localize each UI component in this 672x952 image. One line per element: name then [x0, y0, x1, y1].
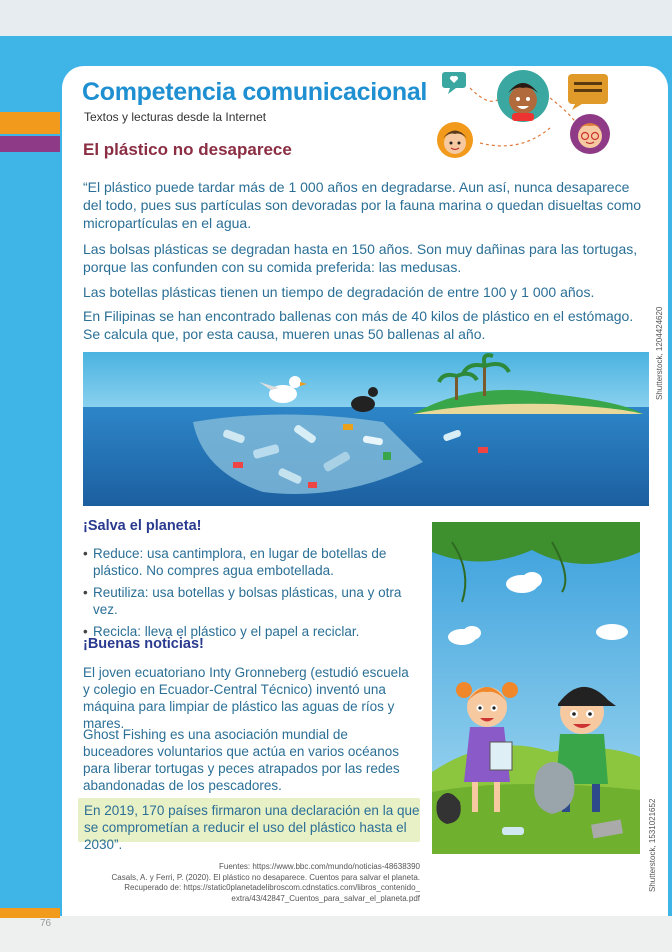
cloud-icon-3 [596, 624, 628, 640]
orange-bottom-tab [0, 908, 60, 918]
article-heading: El plástico no desaparece [83, 140, 292, 159]
page-number: 76 [40, 918, 52, 929]
avatars-illustration [430, 68, 660, 158]
message-bubble-icon [568, 74, 608, 110]
save-planet-list [83, 545, 413, 645]
highlight-text: En 2019, 170 países firmaron una declaración en la que se comprometían a reducir el uso del plástico hasta el 2030”. [84, 803, 420, 852]
source-line-2: Casals, A. y Ferri, P. (2020). El plástico no desaparece. Cuentos para salvar el planeta. [111, 872, 420, 882]
list-item-reuse: • Reutiliza: usa botellas y bolsas plásticas, una y otra vez. [83, 584, 413, 618]
good-news-paragraph-1: El joven ecuatoriano Inty Gronneberg (estudió escuela y colegio en Ecuador-Central Técnico) inventó una máquina para limpiar de plástico las aguas de ríos y mares. [83, 665, 409, 731]
article-paragraph-2: Las bolsas plásticas se degradan hasta en 150 años. Son muy dañinas para las tortugas, porque las confunden con su comida preferida: las medusas. [83, 241, 638, 275]
bottom-strip [0, 916, 672, 952]
boy-avatar-icon [497, 70, 549, 122]
page-title: Competencia comunicacional [82, 78, 428, 106]
save-planet-heading: ¡Salva el planeta! [83, 518, 202, 534]
list-item-reduce: • Reduce: usa cantimplora, en lugar de botellas de plástico. No compres agua embotellada. [83, 545, 413, 579]
article-paragraph-4: En Filipinas se han encontrado ballenas con más de 40 kilos de plástico en el estómago. Se calcula que, por esta causa, mueren unas 50 ballenas al año. [83, 308, 634, 342]
kids-image-credit: Shutterstock, 1531021652 [648, 798, 657, 892]
boy2-avatar-icon [437, 122, 473, 158]
source-line-1: Fuentes: https://www.bbc.com/mundo/noticias-48638390 [219, 862, 420, 871]
page-subtitle: Textos y lecturas desde la Internet [84, 110, 267, 124]
source-line-3: Recuperado de: https://static0planetadelibroscom.cdnstatics.com/libros_contenido_ [124, 883, 420, 892]
sources-block [110, 862, 420, 904]
page-top-band [0, 0, 672, 40]
ocean-image-credit: Shutterstock, 1204424620 [655, 306, 664, 400]
article-paragraph-3: Las botellas plásticas tienen un tiempo de degradación de entre 100 y 1 000 años. [83, 284, 595, 300]
list-item-recycle: • Recicla: lleva el plástico y el papel a reciclar. [83, 623, 413, 640]
orange-side-tab [0, 112, 60, 134]
kids-cleaning-illustration [432, 522, 640, 854]
article-paragraph-1: “El plástico puede tardar más de 1 000 años en degradarse. Aun así, nunca desaparece del todo, pues sus partículas son devoradas por la fauna marina o quedan disueltas como micropartículas en el agua. [83, 179, 642, 231]
chat-heart-icon [442, 72, 466, 94]
source-line-4: extra/43/42847_Cuentos_para_salvar_el_planeta.pdf [231, 893, 420, 903]
good-news-paragraph-2: Ghost Fishing es una asociación mundial de buceadores voluntarios que actúa en varios océanos para liberar tortugas y peces atrapados por las redes abandonadas de los pescadores. [83, 727, 400, 793]
girl-avatar-icon [570, 114, 610, 154]
ocean-plastic-illustration [83, 352, 649, 506]
purple-side-tab [0, 136, 60, 152]
good-news-heading: ¡Buenas noticias! [83, 636, 204, 652]
